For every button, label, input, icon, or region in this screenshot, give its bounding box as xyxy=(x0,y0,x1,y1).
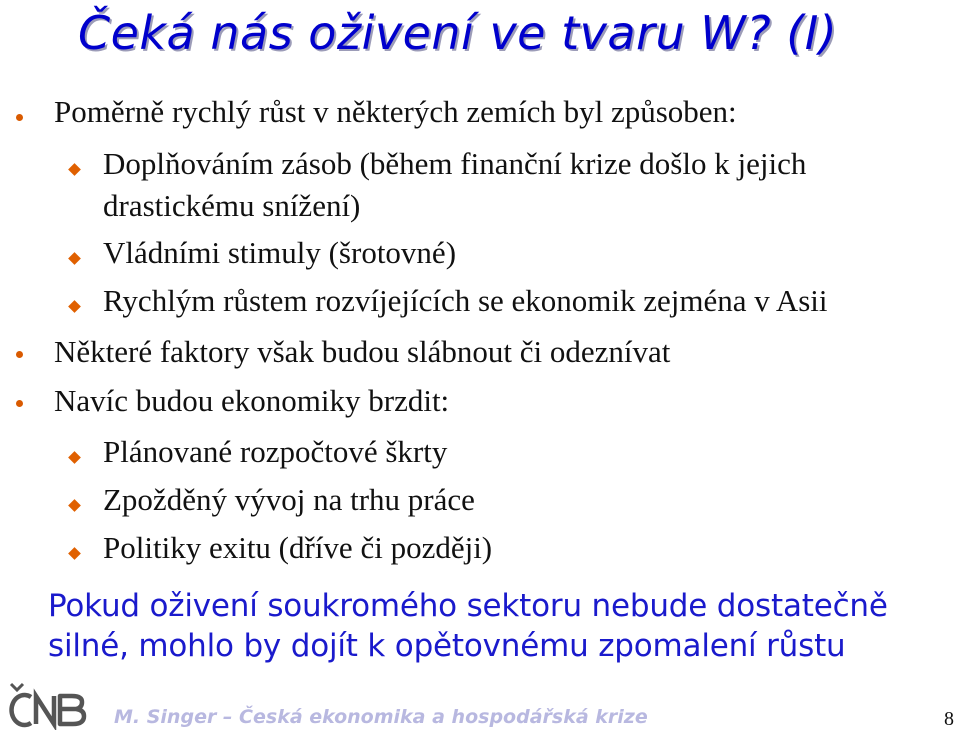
sub-bullet-item: Rychlým růstem rozvíjejících se ekonomik zejména v Asii xyxy=(103,283,828,318)
sub-bullet-item: Vládními stimuly (šrotovné) xyxy=(103,235,457,270)
page-number: 8 xyxy=(944,708,954,730)
bullet-diamond-icon xyxy=(68,499,81,512)
bullet-diamond-icon xyxy=(68,547,81,560)
conclusion-line-2: silné, mohlo by dojít k opětovnému zpomalení růstu xyxy=(48,628,846,664)
conclusion-line-1: Pokud oživení soukromého sektoru nebude dostatečně xyxy=(48,588,888,624)
sub-bullet-item: Doplňováním zásob (během finanční krize došlo k jejich xyxy=(103,146,807,181)
bullet-item: Navíc budou ekonomiky brzdit: xyxy=(54,383,450,418)
sub-bullet-item-continuation: drastickému snížení) xyxy=(103,188,361,223)
bullet-item: Poměrně rychlý růst v některých zemích byl způsoben: xyxy=(54,94,737,129)
bullet-diamond-icon xyxy=(68,163,81,176)
footer-text: M. Singer – Česká ekonomika a hospodářská krize xyxy=(114,706,648,728)
bullet-diamond-icon xyxy=(68,451,81,464)
bullet-dot-icon xyxy=(16,351,23,358)
slide-title: Čeká nás oživení ve tvaru W? (I) xyxy=(78,6,838,60)
sub-bullet-item: Zpožděný vývoj na trhu práce xyxy=(103,482,475,517)
bullet-diamond-icon xyxy=(68,300,81,313)
bullet-diamond-icon xyxy=(68,252,81,265)
bullet-item: Některé faktory však budou slábnout či odeznívat xyxy=(54,334,671,369)
cnb-logo-icon xyxy=(2,680,92,730)
bullet-dot-icon xyxy=(16,400,23,407)
bullet-dot-icon xyxy=(16,114,23,121)
sub-bullet-item: Plánované rozpočtové škrty xyxy=(103,434,448,469)
sub-bullet-item: Politiky exitu (dříve či později) xyxy=(103,530,493,565)
